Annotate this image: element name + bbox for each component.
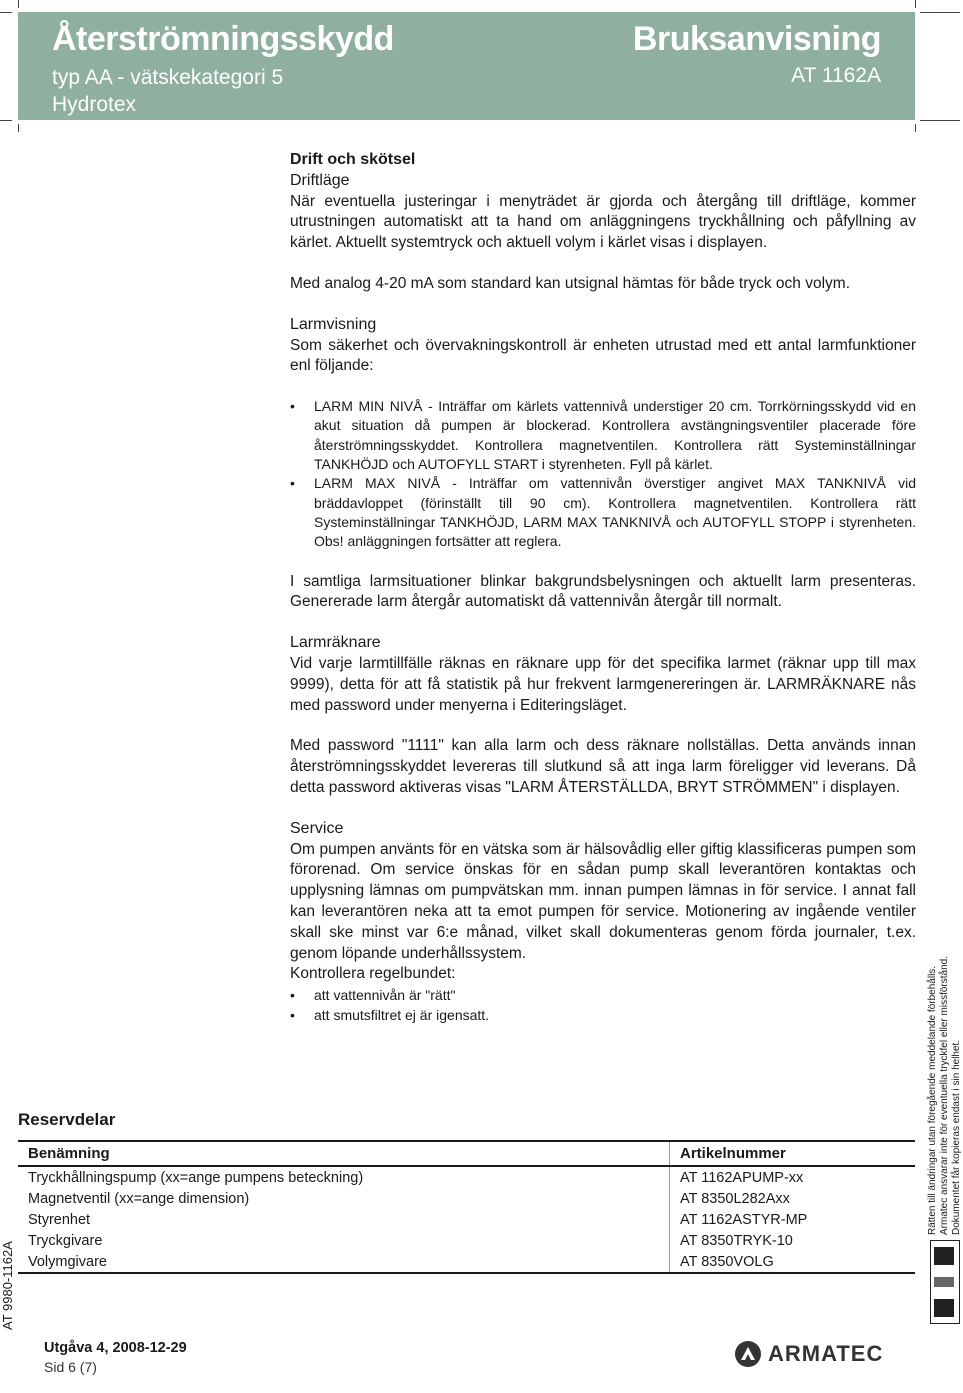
page-header xyxy=(18,12,915,120)
paragraph: Med analog 4-20 mA som standard kan utsignal hämtas för både tryck och volym. xyxy=(290,274,851,292)
doc-code: AT 1162A xyxy=(791,64,881,87)
table-row xyxy=(18,1209,915,1230)
alarm-list xyxy=(290,397,916,551)
armatec-logo-icon xyxy=(734,1340,762,1368)
part-article: AT 8350VOLG xyxy=(670,1251,916,1273)
crop-mark xyxy=(915,0,916,8)
paragraph: Som säkerhet och övervakningskontroll är enheten utrustad med ett antal larmfunktioner enl följande: xyxy=(290,336,916,375)
part-name: Tryckhållningspump (xx=ange pumpens beteckning) xyxy=(28,1169,364,1186)
company-logo xyxy=(734,1340,883,1368)
list-item: • LARM MIN NIVÅ - Inträffar om kärlets vattennivå understiger 20 cm. Torrkörningsskydd vid en akut situation då pumpen är blockerad. Kontrollera avstängningsventiler placerade före återströmningsskyddet. Kontrollera magnetventilen. Kontrollera rätt Systeminställningar TANKHÖJD och AUTOFYLL START i styrenheten. Fyll på kärlet. xyxy=(290,397,916,474)
part-name: Volymgivare xyxy=(18,1251,670,1273)
subsection-title-larmraknare: Larmräknare xyxy=(290,634,381,652)
doc-subtitle-line2: Hydrotex xyxy=(52,93,137,116)
crop-mark xyxy=(18,0,19,8)
doc-title: Återströmningsskydd xyxy=(52,20,394,58)
logo-text: ARMATEC xyxy=(768,1341,884,1366)
table-row xyxy=(18,1188,915,1209)
disclaimer xyxy=(927,956,963,1235)
paragraph: Med password "1111" kan alla larm och dess räknare nollställas. Detta används innan återströmningsskyddet levereras till slutkund så att inga larm föreligger vid leverans. Då detta password aktiveras visas "LARM ÅTERSTÄLLDA, BRYT STRÖMMEN" i displayen. xyxy=(290,737,916,796)
part-article: AT 1162APUMP-xx xyxy=(670,1166,916,1188)
disclaimer-line: Armatec ansvarar inte för eventuella tryckfel eller missförstånd. xyxy=(939,956,950,1235)
section-title-drift: Drift och skötsel xyxy=(290,151,416,168)
table-row xyxy=(18,1166,915,1188)
check-list xyxy=(290,985,916,1025)
paragraph: Om pumpen använts för en vätska som är hälsovådlig eller giftig klassificeras pumpen som förorenad. Om service önskas för en sådan pump skall leverantören kontaktas och upplysning lämnas om pumpvätskan mm. innan pumpen lämnas in för service. I annat fall kan leverantören neka att ta emot pumpen för service. Motionering av ingående ventiler skall ske minst var 6:e månad, vilket skall dokumenteras genom förda journaler, t.ex. genom löpande underhållssystem. xyxy=(290,840,916,962)
certification-logos xyxy=(930,1240,960,1324)
subsection-title-larmvisning: Larmvisning xyxy=(290,315,377,333)
paragraph: Vid varje larmtillfälle räknas en räknare upp för det specifika larmet (räknar upp till max 9999), detta för att få statistik på hur frekvent larmgenereringen är. LARMRÄKNARE nås med password under menyerna i Editeringsläget. xyxy=(290,654,916,714)
subsection-title-service: Service xyxy=(290,819,344,837)
doc-type: Bruksanvisning xyxy=(632,20,881,58)
part-article: AT 1162ASTYR-MP xyxy=(670,1209,916,1230)
crop-mark xyxy=(18,124,19,132)
disclaimer-line: Rätten till ändringar utan föregående meddelande förbehålls. xyxy=(927,965,938,1235)
table-header-row xyxy=(18,1141,915,1166)
part-name: Tryckgivare xyxy=(28,1232,103,1249)
edition-info: Utgåva 4, 2008-12-29 xyxy=(44,1340,187,1356)
list-item: • att vattennivån är "rätt" xyxy=(290,985,916,1005)
list-item: • att smutsfiltret ej är igensatt. xyxy=(290,1005,916,1025)
document-number: AT 9980-1162A xyxy=(0,1241,15,1330)
column-header-name: Benämning xyxy=(18,1141,670,1166)
crop-mark xyxy=(920,12,960,13)
spare-parts-table xyxy=(18,1140,915,1274)
doc-subtitle xyxy=(52,64,283,118)
crop-mark xyxy=(0,12,12,13)
list-item: • LARM MAX NIVÅ - Inträffar om vattennivån överstiger angivet MAX TANKNIVÅ vid bräddavloppet (förinställt till 90 cm). Kontrollera magnetventilen. Kontrollera rätt Systeminställningar TANKHÖJD, LARM MAX TANKNIVÅ och AUTOFYLL STOPP i styrenheten. Obs! anläggningen fortsätter att reglera. xyxy=(290,474,916,551)
part-article: AT 8350TRYK-10 xyxy=(670,1230,916,1251)
doc-subtitle-line1: typ AA - vätskekategori 5 xyxy=(52,66,284,89)
paragraph: När eventuella justeringar i menyträdet är gjorda och återgång till driftläge, kommer utrustningen automatiskt att ta hand om anläggningens tryckhållning och påfyllning av kärlet. Aktuellt systemtryck och aktuell volym i kärlet visas i displayen. xyxy=(290,192,916,252)
crop-mark xyxy=(0,120,12,121)
paragraph: I samtliga larmsituationer blinkar bakgrundsbelysningen och aktuellt larm presenteras. Genererade larm återgår automatiskt då vattennivån återgår till normalt. xyxy=(290,572,916,611)
crop-mark xyxy=(920,120,960,121)
disclaimer-line: Dokumentet får kopieras endast i sin helhet. xyxy=(951,1039,962,1235)
table-row xyxy=(18,1230,915,1251)
section-title-reservdelar: Reservdelar xyxy=(18,1110,116,1129)
part-name: Styrenhet xyxy=(28,1211,91,1228)
column-header-article: Artikelnummer xyxy=(670,1141,916,1166)
part-article: AT 8350L282Axx xyxy=(670,1188,916,1209)
table-row xyxy=(18,1251,915,1273)
part-name: Magnetventil (xx=ange dimension) xyxy=(28,1190,250,1207)
page-number: Sid 6 (7) xyxy=(44,1359,97,1375)
crop-mark xyxy=(915,124,916,132)
main-content xyxy=(290,150,916,1025)
subsection-title-driftlage: Driftläge xyxy=(290,171,350,189)
paragraph: Kontrollera regelbundet: xyxy=(290,965,456,983)
